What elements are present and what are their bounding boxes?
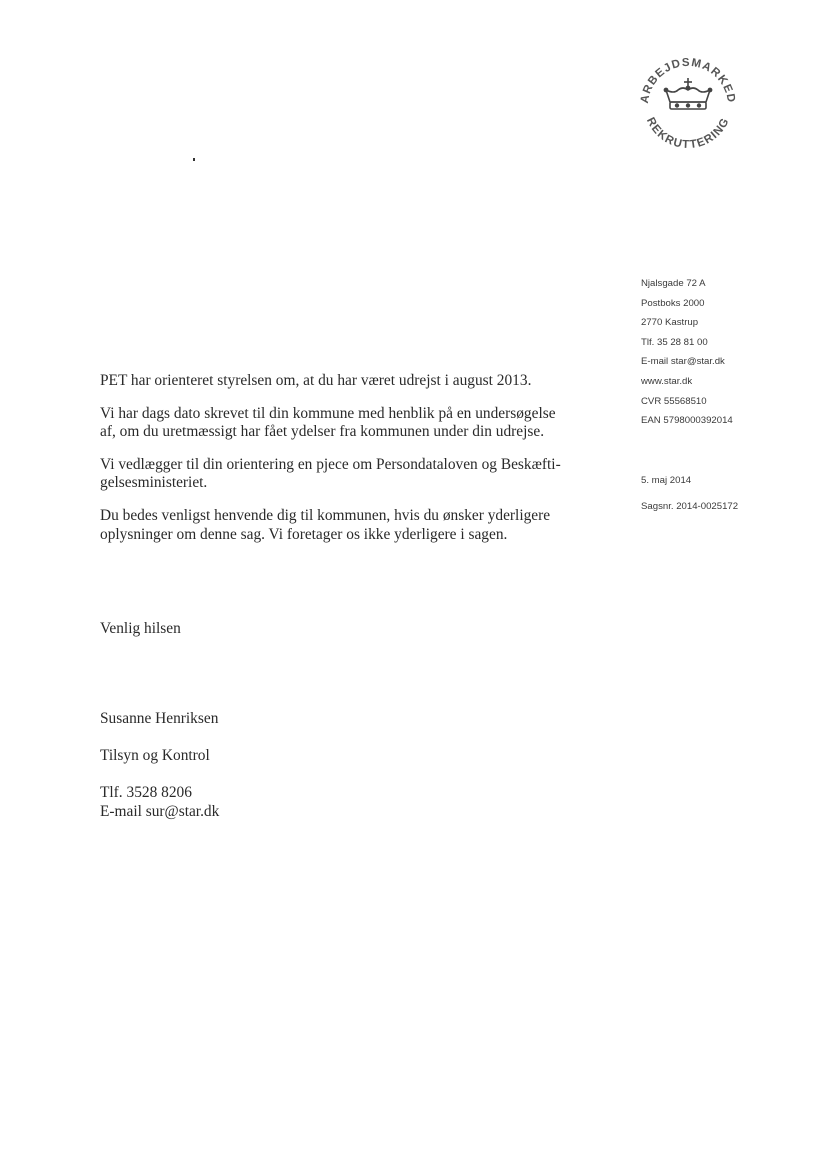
address-email: E-mail star@star.dk <box>641 356 725 368</box>
address-pobox: Postboks 2000 <box>641 297 705 309</box>
closing-greeting: Venlig hilsen <box>100 620 181 637</box>
signature-department: Tilsyn og Kontrol <box>100 747 210 764</box>
letter-body <box>100 372 620 558</box>
scan-speck <box>193 158 195 161</box>
letter-date: 5. maj 2014 <box>641 475 692 486</box>
address-ean: EAN 5798000392014 <box>641 415 733 427</box>
signature-name: Susanne Henriksen <box>100 710 219 727</box>
paragraph-4-line-1: Du bedes venligst henvende dig til kommunen, hvis du ønsker yderligere <box>100 506 551 524</box>
signature-phone: Tlf. 3528 8206 <box>100 784 192 801</box>
paragraph-4 <box>100 507 620 544</box>
signature-contact <box>100 784 219 821</box>
agency-logo <box>630 46 746 162</box>
address-phone: Tlf. 35 28 81 00 <box>641 336 708 348</box>
date-block <box>641 468 738 520</box>
paragraph-1 <box>100 372 620 391</box>
logo-bottom-text: REKRUTTERING <box>643 115 733 152</box>
paragraph-4-line-2: oplysninger om denne sag. Vi foretager os ikke yderligere i sagen. <box>100 525 508 543</box>
paragraph-2-line-1: Vi har dags dato skrevet til din kommune med henblik på en undersøgelse <box>100 404 556 422</box>
logo-top-text: ARBEJDSMARKED <box>638 56 738 105</box>
paragraph-3-line-1: Vi vedlægger til din orientering en pjece om Persondataloven og Beskæfti- <box>100 455 561 473</box>
address-street: Njalsgade 72 A <box>641 278 706 289</box>
paragraph-3 <box>100 456 620 493</box>
signature-email: E-mail sur@star.dk <box>100 802 220 820</box>
crown-icon <box>664 78 711 109</box>
paragraph-2 <box>100 405 620 442</box>
address-website: www.star.dk <box>641 375 693 387</box>
address-city: 2770 Kastrup <box>641 317 699 329</box>
sender-address <box>641 274 733 431</box>
paragraph-1-line-1: PET har orienteret styrelsen om, at du har været udrejst i august 2013. <box>100 372 532 389</box>
case-number: Sagsnr. 2014-0025172 <box>641 501 739 512</box>
address-cvr: CVR 55568510 <box>641 395 707 407</box>
paragraph-2-line-2: af, om du uretmæssigt har fået ydelser fra kommunen under din udrejse. <box>100 423 545 441</box>
paragraph-3-line-2: gelsesministeriet. <box>100 474 208 492</box>
